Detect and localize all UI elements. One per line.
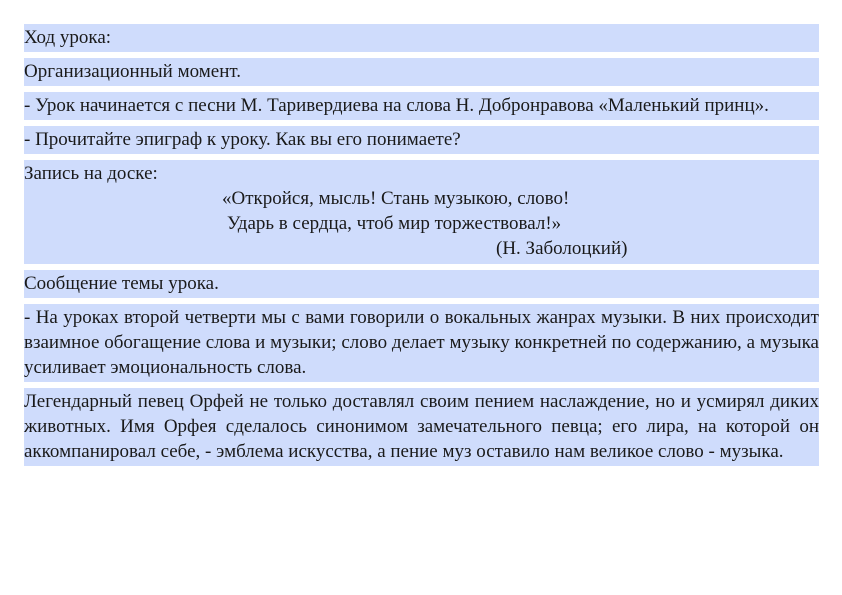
song-intro: - Урок начинается с песни М. Таривердиева на слова Н. Добронравова «Маленький принц».: [24, 92, 819, 120]
quote-author: (Н. Заболоцкий): [496, 238, 628, 259]
vocal-genres-paragraph: - На уроках второй четверти мы с вами говорили о вокальных жанрах музыки. В них происходит взаимное обогащение слова и музыки; слово делает музыку конкретней по содержанию, а музыка усиливает эмоциональность слова.: [24, 304, 819, 382]
org-moment: Организационный момент.: [24, 58, 819, 86]
quote-line-1: «Откройся, мысль! Стань музыкою, слово!: [222, 188, 570, 209]
orpheus-paragraph: Легендарный певец Орфей не только доставлял своим пением наслаждение, но и усмирял диких животных. Имя Орфея сделалось синонимом замечательного певца; его лира, на которой он аккомпанировал себе, - эмблема искусства, а пение муз оставило нам великое слово - музыка.: [24, 388, 819, 466]
lesson-slide: [24, 24, 819, 472]
quote-line-2: Ударь в сердца, чтоб мир торжествовал!»: [227, 213, 562, 234]
lesson-heading: Ход урока:: [24, 24, 819, 52]
topic-message: Сообщение темы урока.: [24, 270, 819, 298]
epigraph-prompt: - Прочитайте эпиграф к уроку. Как вы его понимаете?: [24, 126, 819, 154]
board-block: [24, 160, 819, 264]
board-label: Запись на доске:: [24, 163, 158, 184]
